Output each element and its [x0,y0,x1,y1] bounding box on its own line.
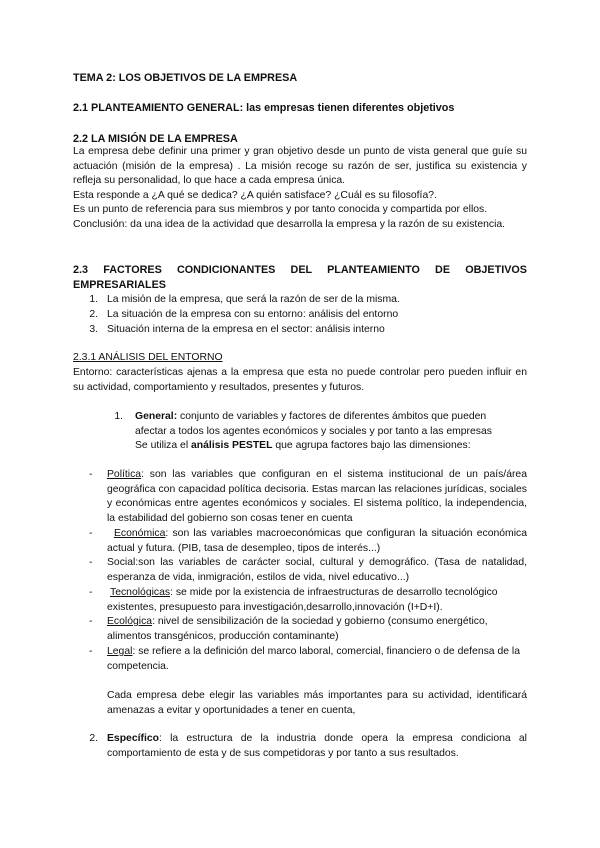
pestel-item-politica [107,468,527,526]
pestel-pre: Se utiliza el [135,440,192,452]
subsection-2-3-1-heading: 2.3.1 ANÁLISIS DEL ENTORNO [73,352,223,363]
pestel-item-ecologica [107,615,527,644]
dash-marker: - [89,587,93,598]
factor-text: : se mide por la existencia de infraestructuras de desarrollo tecnológico existentes, presupuesto para investigación,desarrollo,innovación (I+D+I). [107,587,498,613]
factor-label: Legal [107,646,133,657]
list-number: 1. [89,294,98,305]
section-title: PLANTEAMIENTO GENERAL: las empresas tienen diferentes objetivos [91,102,455,114]
paragraph: Conclusión: da una idea de la actividad que desarrolla la empresa y la razón de su existencia. [73,218,506,230]
dash-marker: - [89,646,93,657]
factor-text: : son las variables que configuran en el sistema institucional de un país/área geográfica con capacidad política decisoria. Estas marcan las relaciones jurídicas, sociales y económicas entre agentes económicos y sociales. El sistema político, la independencia, la estabilidad del gobierno son cosas tener en cuenta [107,469,527,524]
paragraph [135,439,520,454]
factor-label: Política [107,469,142,480]
factor-text: : nivel de sensibilización de la sociedad y gobierno (consumo energético, alimentos transgénicos, producción contaminante) [107,616,488,642]
list-item: Situación interna de la empresa en el sector: análisis interno [107,324,385,335]
pestel-item-social [107,556,527,585]
paragraph: La empresa debe definir una primer y gran objetivo desde un punto de vista general que guíe su actuación (misión de la empresa) . La misión recoge su razón de ser, justifica su existencia y refleja su personalidad, lo que hace a cada empresa única. [73,146,527,187]
section-number: 2.3 [73,264,89,276]
document-title: TEMA 2: LOS OBJETIVOS DE LA EMPRESA [73,72,298,84]
mission-body [73,145,527,233]
factor-text: Social:son las variables de carácter social, cultural y demográfico. (Tasa de natalidad, esperanza de vida, inmigración, estilos de vida, nivel educativo...) [107,557,527,583]
factor-text: : se refiere a la definición del marco laboral, comercial, financiero o de defensa de la competencia. [107,646,520,672]
pestel-item-legal [107,645,527,674]
specific-environment-item [107,732,527,761]
section-2-1-heading [73,101,454,116]
list-number: 2. [89,733,98,744]
list-item: La situación de la empresa con su entorno: análisis del entorno [107,309,399,320]
factor-label: Tecnológicas [110,587,171,598]
section-number: 2.1 [73,102,89,114]
dash-marker: - [89,616,93,627]
pestel-item-economica [107,527,527,556]
dash-marker: - [89,557,93,568]
paragraph: Esta responde a ¿A qué se dedica? ¿A quién satisface? ¿Cuál es su filosofía?. [73,189,437,201]
pestel-bold: análisis PESTEL [191,440,273,452]
section-title: FACTORES CONDICIONANTES DEL PLANTEAMIENTO DE OBJETIVOS EMPRESARIALES [73,264,528,291]
list-item: La misión de la empresa, que será la razón de ser de la misma. [107,294,400,305]
especifico-label: Específico [107,733,159,744]
section-number: 2.2 [73,133,89,145]
dash-marker: - [89,528,93,539]
list-number: 1. [114,411,123,422]
dash-marker: - [89,469,93,480]
list-number: 2. [89,309,98,320]
environment-intro: Entorno: características ajenas a la empresa que esta no puede controlar pero pueden influir en su actividad, comportamiento y resultados, presentes y futuros. [73,367,527,393]
factor-text: : son las variables macroeconómicas que configuran la situación económica actual y futura. (PIB, tasa de desempleo, tipos de interés...) [107,528,527,554]
general-environment-item [135,410,520,454]
list-number: 3. [89,324,98,335]
factor-label: Ecológica [107,616,153,627]
general-text: conjunto de variables y factores de diferentes ámbitos que pueden afectar a todos los agentes económicos y sociales y por tanto a las empresas [135,411,492,437]
pestel-closing: Cada empresa debe elegir las variables más importantes para su actividad, identificará amenazas a evitar y oportunidades a tener en cuenta, [107,690,527,716]
paragraph: Es un punto de referencia para sus miembros y por tanto conocida y compartida por ellos. [73,204,488,216]
pestel-post: que agrupa factores bajo las dimensiones: [272,440,471,452]
factor-label: Económica [114,528,166,539]
especifico-text: : la estructura de la industria donde opera la empresa condiciona al comportamiento de esta y de sus competidoras y por tanto a sus resultados. [107,733,527,759]
paragraph [135,410,520,439]
section-title: LA MISIÓN DE LA EMPRESA [91,133,238,145]
pestel-item-tecnologicas [107,586,527,615]
section-2-3-heading [73,263,527,292]
general-label: General: [135,411,178,422]
